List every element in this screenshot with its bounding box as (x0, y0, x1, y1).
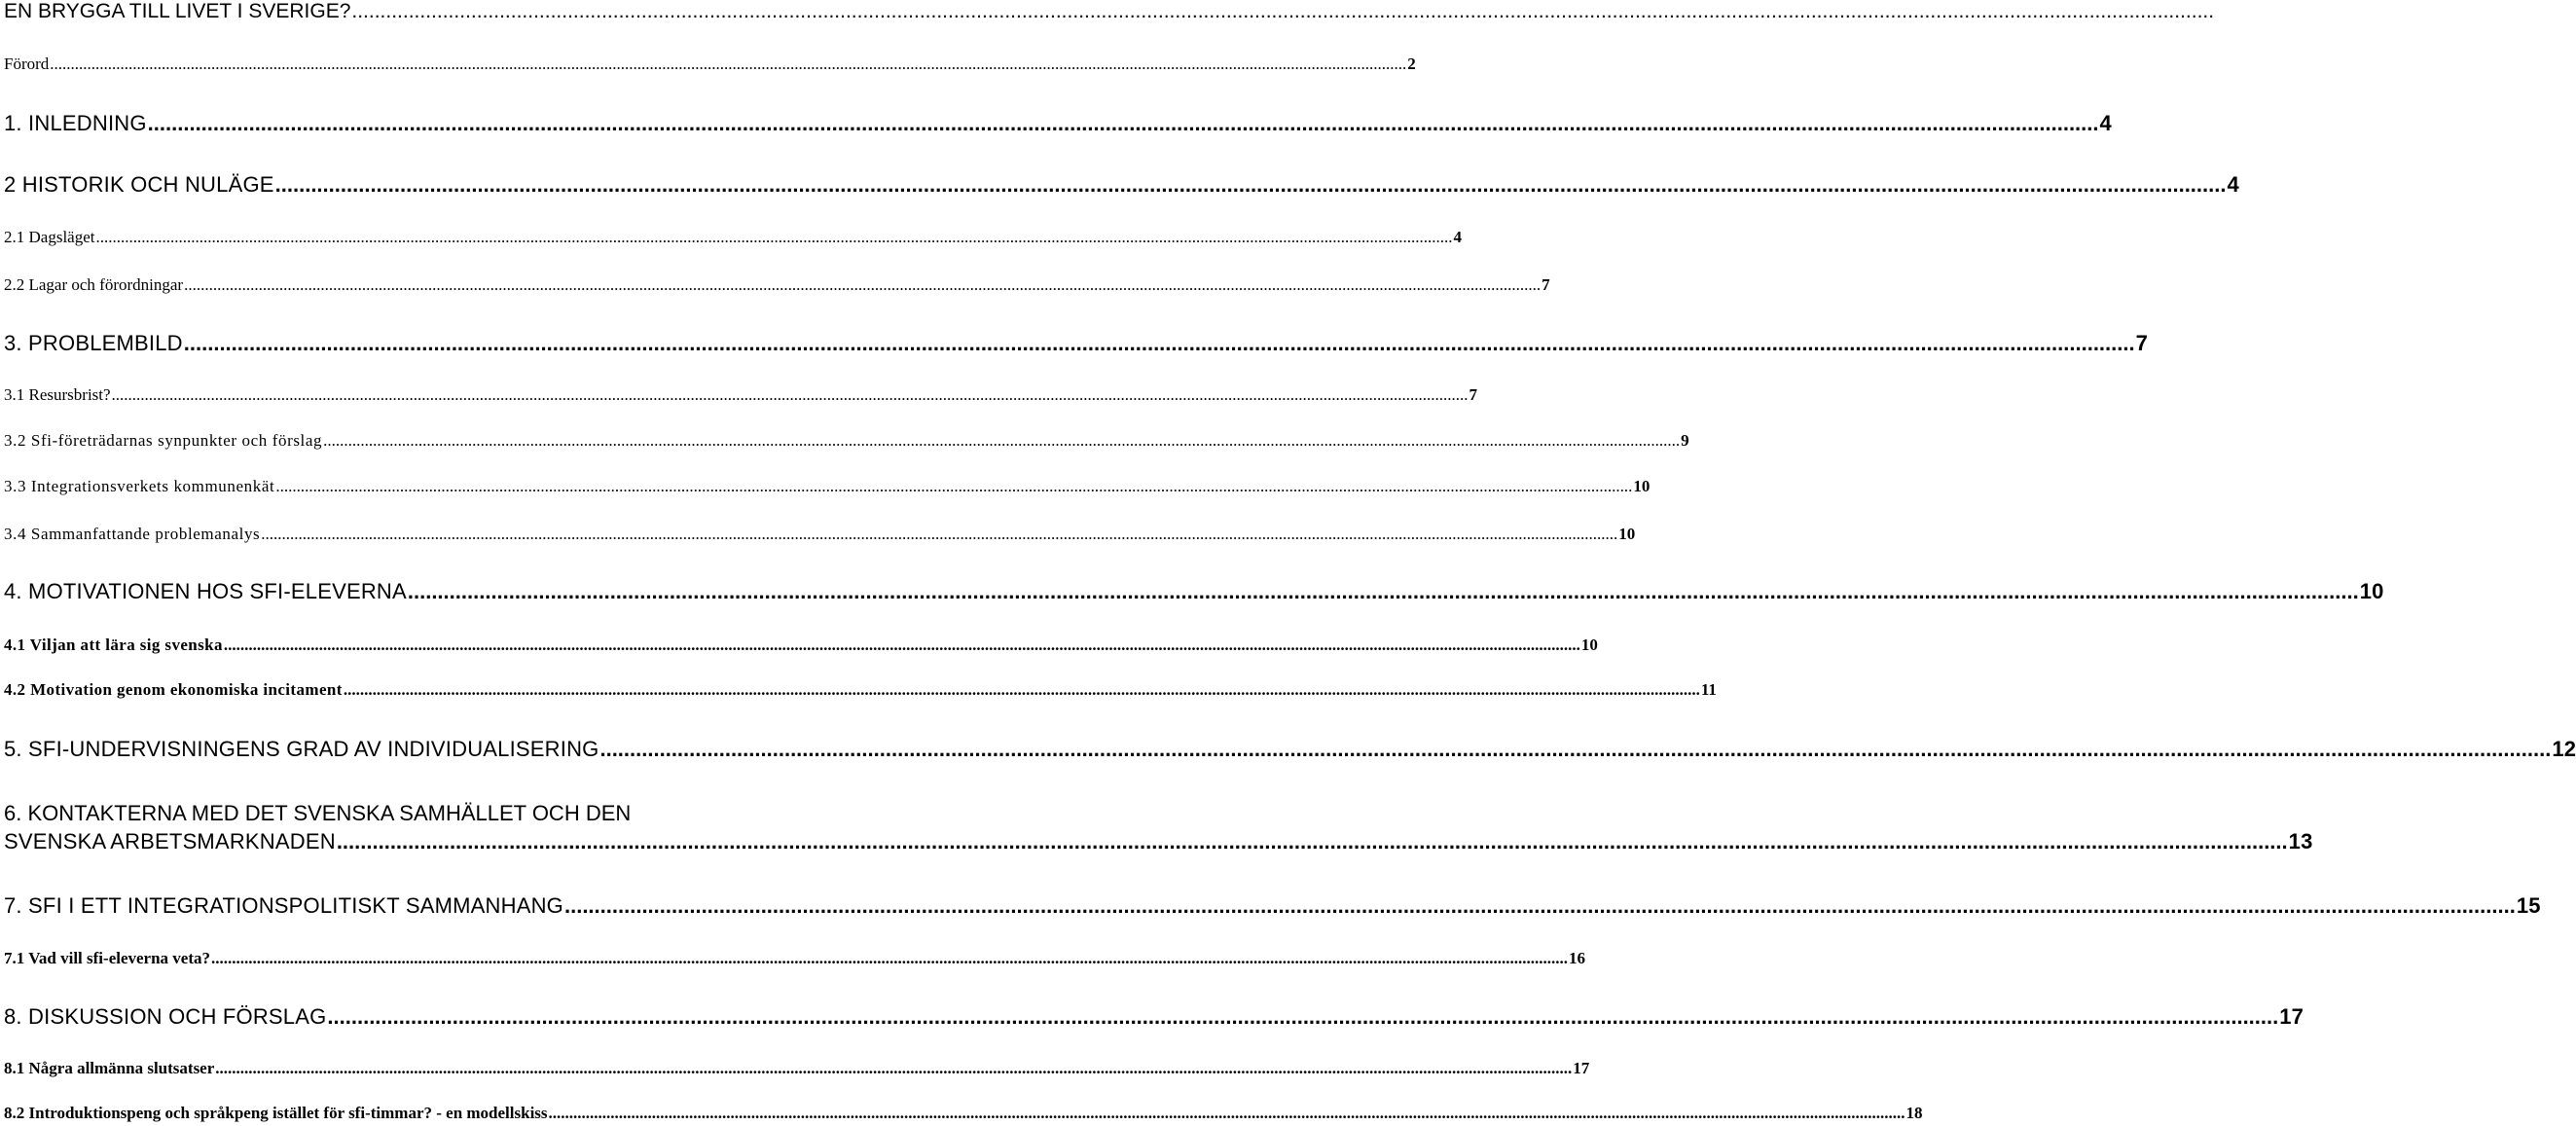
toc-page-number: 4 (2227, 172, 2239, 197)
toc-title: 4.1 Viljan att lära sig svenska (4, 636, 223, 654)
leader-dots (323, 431, 1680, 451)
leader-dots (344, 680, 1700, 700)
toc-entry[interactable] (4, 172, 2239, 198)
leader-dots (224, 636, 1580, 655)
toc-entry[interactable] (4, 829, 2313, 854)
toc-title: 3. PROBLEMBILD (4, 331, 183, 355)
toc-page-number: 10 (1580, 636, 1598, 654)
toc-page-number: 16 (1569, 949, 1586, 967)
toc-entry-main-title[interactable] (4, 0, 938, 23)
leader-dots (50, 54, 1406, 74)
toc-title: 7.1 Vad vill sfi-eleverna veta? (4, 949, 211, 967)
toc-title: 3.3 Integrationsverkets kommunenkät (4, 477, 275, 495)
leader-dots (275, 477, 1632, 496)
toc-page-number: 17 (2279, 1004, 2304, 1029)
toc-page-number: 7 (2135, 331, 2149, 355)
toc-title: SVENSKA ARBETSMARKNADEN (4, 829, 336, 854)
toc-title: 4.2 Motivation genom ekonomiska incitament (4, 680, 343, 699)
toc-entry[interactable] (4, 893, 2541, 919)
toc-entry[interactable] (4, 111, 2112, 136)
toc-page-number: 7 (1542, 275, 1550, 294)
toc-title: 3.1 Resursbrist? (4, 385, 111, 404)
toc-entry[interactable] (4, 949, 1586, 968)
toc-title: 4. MOTIVATIONEN HOS SFI-ELEVERNA (4, 579, 407, 603)
leader-dots (275, 172, 2227, 198)
toc-title: 8. DISKUSSION OCH FÖRSLAG (4, 1004, 327, 1029)
toc-page-number: 12 (2552, 737, 2576, 761)
toc-page-number: 10 (1633, 477, 1651, 495)
leader-dots (599, 737, 2551, 762)
leader-dots (408, 579, 2359, 604)
toc-page-number: 4 (1453, 228, 1462, 246)
toc-entry[interactable] (4, 636, 1598, 655)
toc-entry[interactable] (4, 737, 2576, 762)
leader-dots (215, 1059, 1572, 1078)
toc-page-number: 13 (2288, 829, 2313, 854)
leader-dots (351, 0, 2214, 23)
leader-dots (95, 228, 1452, 247)
toc-entry[interactable] (4, 579, 2384, 604)
leader-dots (549, 1104, 1905, 1123)
toc-title: 3.4 Sammanfattande problemanalys (4, 525, 261, 543)
leader-dots (337, 829, 2288, 854)
toc-entry[interactable] (4, 385, 1478, 405)
leader-dots (184, 331, 2135, 356)
toc-entry[interactable] (4, 54, 1416, 74)
toc-page-number: 9 (1681, 431, 1689, 450)
leader-dots (148, 111, 2099, 136)
toc-title: Förord (4, 54, 50, 73)
toc-page-number: 10 (1618, 525, 1636, 543)
leader-dots (327, 1004, 2278, 1030)
toc-entry[interactable] (4, 477, 1651, 496)
toc-title: 3.2 Sfi-företrädarnas synpunkter och förslag (4, 431, 323, 450)
toc-title: 7. SFI I ETT INTEGRATIONSPOLITISKT SAMMANHANG (4, 893, 563, 918)
toc-title: 2 HISTORIK OCH NULÄGE (4, 172, 274, 197)
toc-entry[interactable] (4, 525, 1636, 544)
toc-page-number: 15 (2516, 893, 2541, 918)
leader-dots (112, 385, 1469, 405)
toc-page-number: 18 (1905, 1104, 1923, 1122)
toc-page-number: 10 (2359, 579, 2384, 603)
toc-title: 8.1 Några allmänna slutsatser (4, 1059, 215, 1077)
leader-dots (564, 893, 2516, 919)
leader-dots (261, 525, 1617, 544)
leader-dots (184, 275, 1541, 295)
toc-entry[interactable] (4, 331, 2149, 356)
toc-entry[interactable] (4, 680, 1717, 700)
toc-entry[interactable] (4, 431, 1689, 451)
toc-page-number: 2 (1407, 54, 1416, 73)
toc-entry[interactable] (4, 1059, 1590, 1078)
leader-dots (211, 949, 1568, 968)
toc-entry[interactable] (4, 1104, 1923, 1123)
toc-title: 8.2 Introduktionspeng och språkpeng istället för sfi-timmar? - en modellskiss (4, 1104, 548, 1122)
toc-entry[interactable] (4, 1004, 2304, 1030)
toc-page-number: 17 (1573, 1059, 1590, 1077)
toc-title-line1[interactable]: 6. KONTAKTERNA MED DET SVENSKA SAMHÄLLET OCH DEN (4, 801, 632, 825)
toc-title: EN BRYGGA TILL LIVET I SVERIGE? (4, 0, 351, 22)
toc-page-number: 11 (1700, 680, 1717, 699)
toc-entry[interactable] (4, 275, 1550, 295)
toc-entry[interactable] (4, 228, 1462, 247)
toc-title: 5. SFI-UNDERVISNINGENS GRAD AV INDIVIDUALISERING (4, 737, 599, 761)
toc-title: 2.1 Dagsläget (4, 228, 95, 246)
toc-title: 2.2 Lagar och förordningar (4, 275, 184, 294)
toc-page-number: 4 (2099, 111, 2112, 135)
toc-page-number: 7 (1469, 385, 1478, 404)
toc-title: 1. INLEDNING (4, 111, 147, 135)
